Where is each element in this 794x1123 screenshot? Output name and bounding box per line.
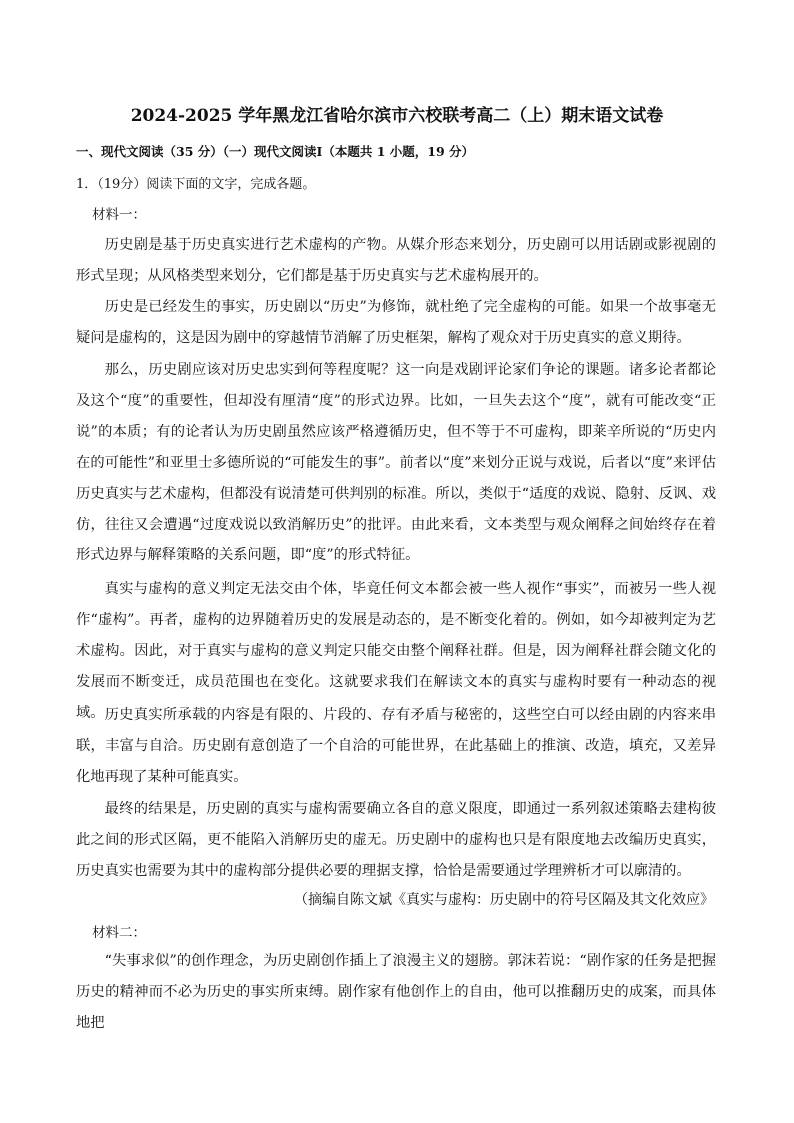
material-one-paragraph: 历史剧是基于历史真实进行艺术虚构的产物。从媒介形态来划分，历史剧可以用话剧或影视剧的形式呈现；从风格类型来划分，它们都是基于历史真实与艺术虚构展开的。 (76, 237, 716, 284)
material-one-paragraph: 真实与虚构的意义判定无法交由个体，毕竟任何文本都会被一些人视作“事实”，而被另一些人视作“虚构”。再者，虚构的边界随着历史的发展是动态的，是不断变化着的。例如，如今却被判定为艺术虚构。因此，对于真实与虚构的意义判定只能交由整个阐释社群。但是，因为阐释社群会随文化的发展而不断变迁，成员范围也在变化。这就要求我们在解读文本的真实与虚构时要有一种动态的视域。 (76, 581, 716, 721)
material-one-paragraph: 历史是已经发生的事实，历史剧以“历史”为修饰，就杜绝了完全虚构的可能。如果一个故事毫无疑问是虚构的，这是因为剧中的穿越情节消解了历史框架，解构了观众对于历史真实的意义期待。 (76, 299, 716, 346)
material-one-label: 材料一： (92, 207, 146, 223)
source-citation: （摘编自陈文斌《真实与虚构：历史剧中的符号区隔及其文化效应》 (294, 892, 714, 908)
section-heading: 一、现代文阅读（35 分）（一）现代文阅读Ⅰ（本题共 1 小题，19 分） (76, 144, 474, 159)
material-one-paragraph: 最终的结果是，历史剧的真实与虚构需要确立各自的意义限度，即通过一系列叙述策略去建构彼此之间的形式区隔，更不能陷入消解历史的虚无。历史剧中的虚构也只是有限度地去改编历史真实，历史真实也需要为其中的虚构部分提供必要的理据支撑，恰恰是需要通过学理辨析才可以廓清的。 (76, 801, 716, 879)
material-one-paragraph: 历史真实所承载的内容是有限的、片段的、存有矛盾与秘密的，这些空白可以经由剧的内容来串联，丰富与自洽。历史剧有意创造了一个自洽的可能世界，在此基础上的推演、改造，填充，又差异化地再现了某种可能真实。 (76, 707, 716, 785)
material-one-paragraph: 那么，历史剧应该对历史忠实到何等程度呢？这一向是戏剧评论家们争论的课题。诸多论者都论及这个“度”的重要性，但却没有厘清“度”的形式边界。比如，一旦失去这个“度”，就有可能改变“正说”的本质；有的论者认为历史剧虽然应该严格遵循历史，但不等于不可虚构，即莱辛所说的“历史内在的可能性”和亚里士多德所说的“可能发生的事”。前者以“度”来划分正说与戏说，后者以“度”来评估历史真实与艺术虚构，但都没有说清楚可供判别的标准。所以，类似于“适度的戏说、隐射、反讽、戏仿，往往又会遭遇“过度戏说以致消解历史”的批评。由此来看，文本类型与观众阐释之间始终存在着形式边界与解释策略的关系问题，即“度”的形式特征。 (76, 362, 716, 564)
material-two-label: 材料二： (92, 925, 146, 941)
material-two-paragraph: “失事求似”的创作理念，为历史剧创作插上了浪漫主义的翅膀。郭沫若说：“剧作家的任务是把握历史的精神而不必为历史的事实所束缚。剧作家有他创作上的自由，他可以推翻历史的成案，而具体地把 (76, 953, 716, 1031)
exam-title: 2024-2025 学年黑龙江省哈尔滨市六校联考高二（上）期末语文试卷 (130, 106, 664, 126)
question-prompt: 1．（19分）阅读下面的文字，完成各题。 (76, 177, 316, 192)
